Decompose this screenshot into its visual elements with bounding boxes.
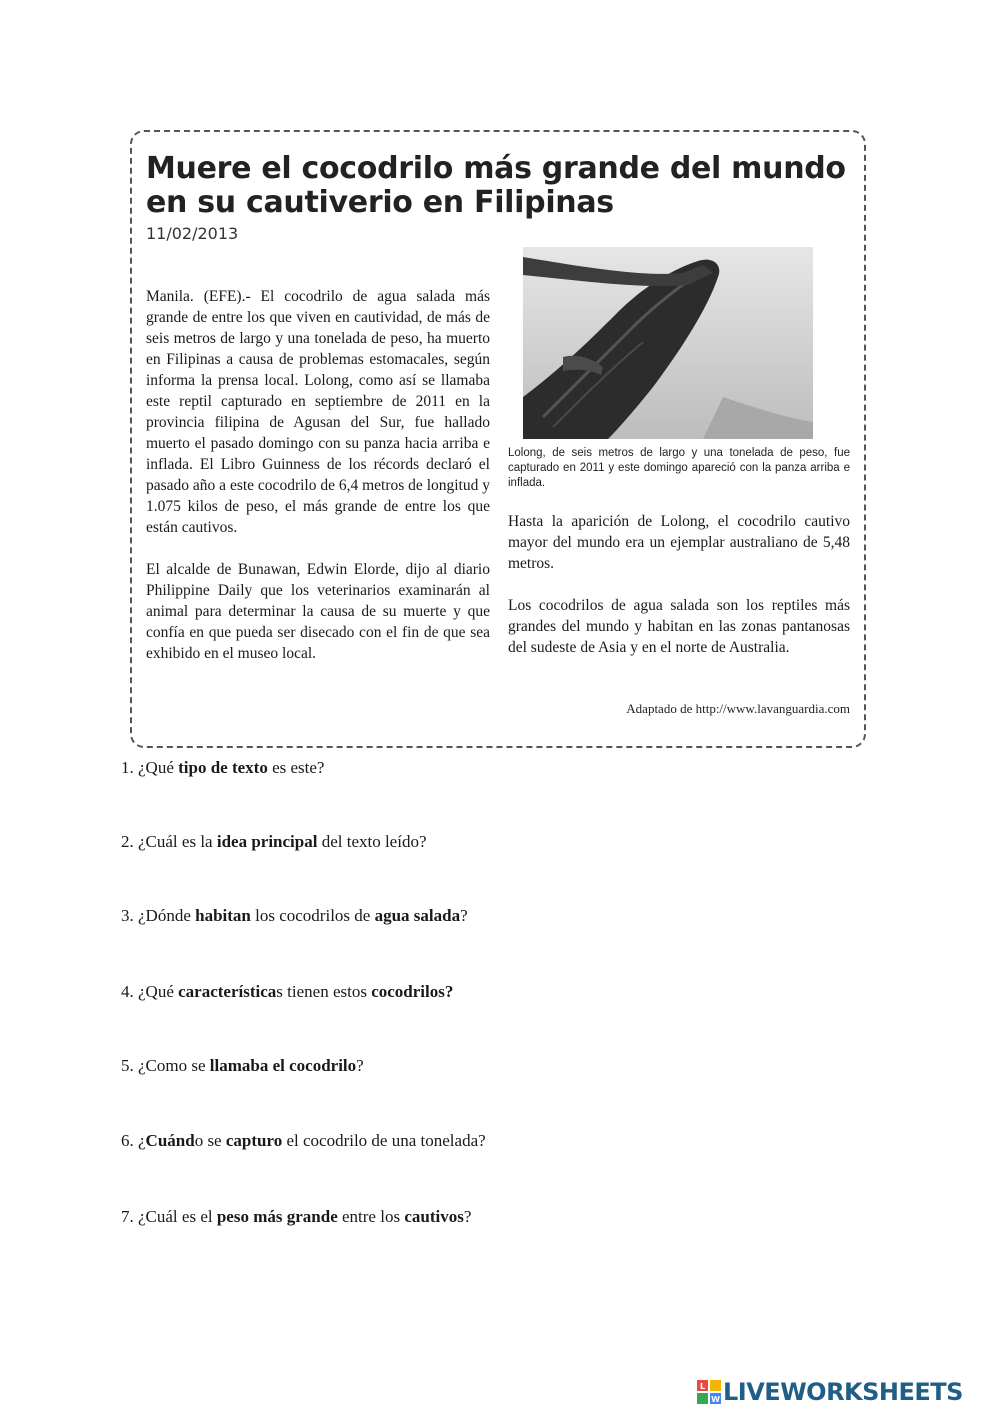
liveworksheets-logo-text: LIVEWORKSHEETS: [723, 1378, 963, 1406]
question-text: o se: [194, 1131, 226, 1150]
question-keyword: habitan: [195, 906, 251, 925]
liveworksheets-logo: [697, 1378, 963, 1406]
question-text: ¿Qué: [138, 758, 179, 777]
crocodile-photo: [523, 247, 813, 439]
question-number: 5.: [121, 1056, 138, 1075]
question-number: 1.: [121, 758, 138, 777]
question-1: [121, 758, 324, 778]
article-date: 11/02/2013: [146, 224, 239, 243]
article-left-column: [146, 286, 490, 685]
question-keyword: cocodrilos?: [371, 982, 454, 1001]
question-number: 3.: [121, 906, 138, 925]
question-keyword: peso más grande: [216, 1207, 338, 1226]
question-number: 6.: [121, 1131, 138, 1150]
article-paragraph: El alcalde de Bunawan, Edwin Elorde, dijo al diario Philippine Daily que los veterinarios examinarán al animal para determinar la causa de su muerte y que confía en que pueda ser disecado con el fin de que sea exhibido en el museo local.: [146, 561, 490, 662]
question-keyword: característica: [178, 982, 277, 1001]
question-text: entre los: [337, 1207, 405, 1226]
question-keyword: Cuánd: [145, 1131, 195, 1150]
article-right-column: [508, 511, 850, 679]
question-4: [121, 982, 453, 1002]
question-text: ¿: [138, 1131, 146, 1150]
photo-caption: Lolong, de seis metros de largo y una tonelada de peso, fue capturado en 2011 y este domingo apareció con la panza arriba e inflada.: [508, 447, 850, 489]
question-text: ¿Cuál es el: [138, 1207, 217, 1226]
question-keyword: agua salada: [374, 906, 461, 925]
question-3: [121, 906, 468, 926]
logo-mark-letter: W: [711, 1395, 720, 1404]
question-keyword: capturo: [225, 1131, 283, 1150]
question-5: [121, 1056, 364, 1076]
question-number: 2.: [121, 832, 138, 851]
crocodile-photo-image: [523, 247, 813, 439]
question-text: ?: [356, 1056, 364, 1075]
logo-mark-letter: L: [699, 1382, 706, 1391]
question-7: [121, 1207, 471, 1227]
question-keyword: llamaba el cocodrilo: [209, 1056, 357, 1075]
article-paragraph: Los cocodrilos de agua salada son los reptiles más grandes del mundo y habitan en las zonas pantanosas del sudeste de Asia y en el norte de Australia.: [508, 597, 850, 656]
question-text: ¿Dónde: [138, 906, 196, 925]
question-number: 4.: [121, 982, 138, 1001]
question-text: ?: [463, 1207, 472, 1226]
article-headline: Muere el cocodrilo más grande del mundo en su cautiverio en Filipinas: [146, 151, 846, 220]
liveworksheets-logo-icon: [697, 1380, 721, 1404]
question-text: ¿Qué: [138, 982, 179, 1001]
article-source: Adaptado de http://www.lavanguardia.com: [626, 701, 850, 716]
question-2: [121, 832, 427, 852]
question-keyword: tipo de texto: [178, 758, 268, 777]
question-text: es este?: [267, 758, 325, 777]
question-text: ?: [460, 906, 468, 925]
question-text: del texto leído?: [317, 832, 427, 851]
question-text: s tienen estos: [276, 982, 372, 1001]
question-6: [121, 1131, 486, 1151]
question-number: 7.: [121, 1207, 138, 1226]
article-paragraph: Manila. (EFE).- El cocodrilo de agua salada más grande de entre los que viven en cautividad, de más de seis metros de largo y una tonelada de peso, ha muerto en Filipinas a causa de problemas estomacales, según informa la prensa local. Lolong, como así se llamaba este reptil capturado en septiembre de 2011 en la provincia filipina de Agusan del Sur, fue hallado muerto el pasado domingo con su panza hacia arriba e inflada. El Libro Guinness de los récords declaró el pasado año a este cocodrilo de 6,4 metros de longitud y 1.075 kilos de peso, el más grande de entre los que están cautivos.: [146, 288, 490, 536]
article-paragraph: Hasta la aparición de Lolong, el cocodrilo cautivo mayor del mundo era un ejemplar australiano de 5,48 metros.: [508, 513, 850, 572]
question-keyword: idea principal: [216, 832, 318, 851]
question-text: ¿Como se: [138, 1056, 210, 1075]
question-keyword: cautivos: [404, 1207, 464, 1226]
question-text: los cocodrilos de: [250, 906, 375, 925]
question-text: ¿Cuál es la: [138, 832, 217, 851]
question-text: el cocodrilo de una tonelada?: [282, 1131, 486, 1150]
